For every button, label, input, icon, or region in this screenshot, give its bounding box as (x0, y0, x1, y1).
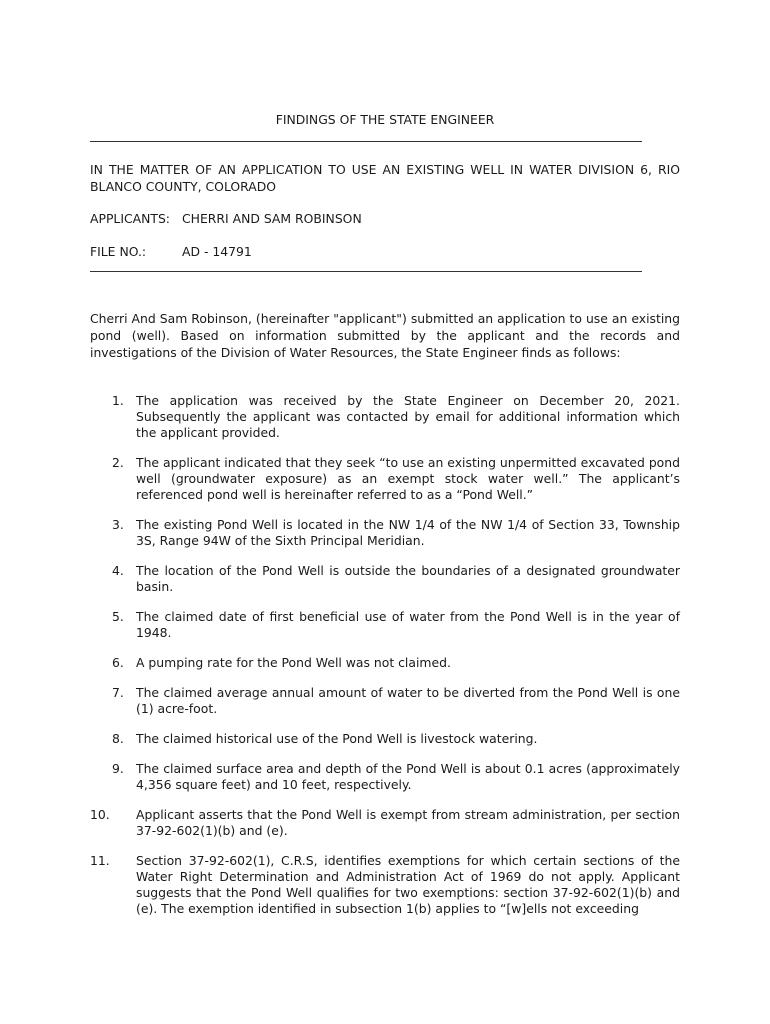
applicants-row (90, 210, 362, 227)
finding-number: 1. (112, 393, 124, 408)
finding-text: Section 37-92-602(1), C.R.S, identifies exemptions for which certain sections of the Water Right Determination and Administration Act of 1969 do not apply. Applicant suggests that the Pond Well qualifies for two exemptions: section 37-92-602(1)(b) and (e). The exemption identified in subsection 1(b) applies to “[w]ells not exceeding (136, 853, 680, 916)
applicants-value: CHERRI AND SAM ROBINSON (182, 211, 362, 226)
bottom-divider (90, 271, 642, 272)
matter-heading: IN THE MATTER OF AN APPLICATION TO USE AN EXISTING WELL IN WATER DIVISION 6, RIO BLANCO COUNTY, COLORADO (90, 162, 680, 194)
finding-text: A pumping rate for the Pond Well was not claimed. (136, 655, 451, 670)
finding-number: 9. (112, 761, 124, 776)
finding-number: 7. (112, 685, 124, 700)
finding-item (90, 517, 680, 549)
finding-item (90, 761, 680, 793)
finding-item (90, 563, 680, 595)
finding-item (90, 455, 680, 503)
file-no-value: AD - 14791 (182, 244, 252, 259)
finding-number: 2. (112, 455, 124, 470)
finding-item (90, 853, 680, 917)
finding-text: The existing Pond Well is located in the NW 1/4 of the NW 1/4 of Section 33, Township 3S, Range 94W of the Sixth Principal Meridian. (136, 517, 680, 548)
top-divider (90, 141, 642, 142)
finding-number: 3. (112, 517, 124, 532)
applicants-label: APPLICANTS: (90, 211, 170, 226)
intro-paragraph: Cherri And Sam Robinson, (hereinafter "applicant") submitted an application to use an existing pond (well). Based on information submitted by the applicant and the records and investigations of the Division of Water Resources, the State Engineer finds as follows: (90, 311, 680, 360)
finding-text: The claimed surface area and depth of the Pond Well is about 0.1 acres (approximately 4,356 square feet) and 10 feet, respectively. (136, 761, 680, 792)
document-title: FINDINGS OF THE STATE ENGINEER (275, 112, 495, 127)
finding-text: The claimed historical use of the Pond Well is livestock watering. (136, 731, 538, 746)
finding-text: The claimed date of first beneficial use of water from the Pond Well is in the year of 1948. (136, 609, 680, 640)
finding-number: 10. (90, 807, 110, 822)
finding-text: The claimed average annual amount of water to be diverted from the Pond Well is one (1) acre-foot. (136, 685, 680, 716)
finding-item (90, 685, 680, 717)
file-no-label: FILE NO.: (90, 244, 147, 259)
finding-number: 4. (112, 563, 124, 578)
finding-item (90, 731, 680, 747)
finding-text: The application was received by the State Engineer on December 20, 2021. Subsequently the applicant was contacted by email for additional information which the applicant provided. (136, 393, 680, 440)
findings-list (90, 393, 680, 931)
finding-item (90, 609, 680, 641)
file-no-row (90, 243, 252, 260)
finding-item (90, 655, 680, 671)
finding-number: 5. (112, 609, 124, 624)
finding-item (90, 393, 680, 441)
finding-number: 6. (112, 655, 124, 670)
finding-text: Applicant asserts that the Pond Well is exempt from stream administration, per section 37-92-602(1)(b) and (e). (136, 807, 680, 838)
finding-text: The applicant indicated that they seek “to use an existing unpermitted excavated pond well (groundwater exposure) as an exempt stock water well.” The applicant’s referenced pond well is hereinafter referred to as a “Pond Well.” (136, 455, 680, 502)
finding-item (90, 807, 680, 839)
finding-number: 11. (90, 853, 110, 868)
finding-number: 8. (112, 731, 124, 746)
finding-text: The location of the Pond Well is outside the boundaries of a designated groundwater basin. (136, 563, 680, 594)
